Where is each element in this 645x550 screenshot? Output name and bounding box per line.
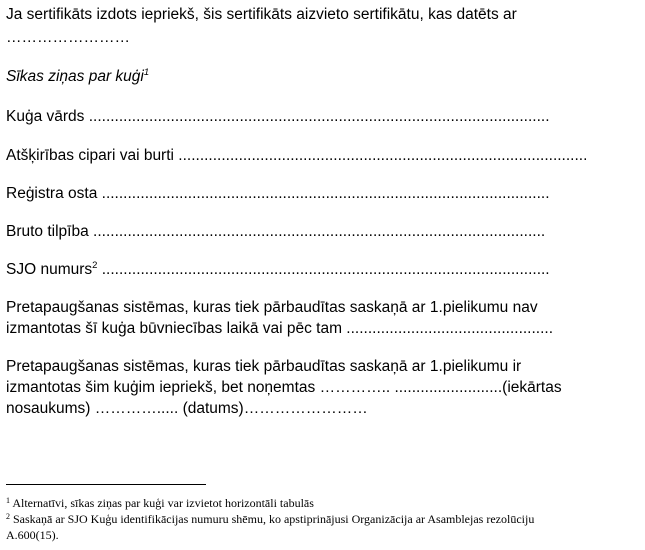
footnote-text: Alternatīvi, sīkas ziņas par kuģi var izvietot horizontāli tabulās (10, 496, 314, 510)
field-ship-name (6, 106, 634, 127)
footnote-number: 1 (6, 496, 10, 505)
system2-line3: nosaukums) …………..... (datums)…………………… (6, 400, 368, 417)
footnote-text: Saskaņā ar SJO Kuģu identifikācijas numuru shēmu, ko apstiprinājusi Organizācija ar Asamblejas rezolūciju (10, 512, 535, 526)
section-title-text: Sīkas ziņas par kuģi (6, 68, 144, 85)
footnote-2-cont (6, 528, 634, 543)
fill-in-dots: ............................................................................................... (178, 147, 588, 164)
system1-line1: Pretapaugšanas sistēmas, kuras tiek pārbaudītas saskaņā ar 1.pielikumu nav (6, 299, 538, 316)
intro-dots: …………………… (6, 29, 130, 46)
field-port-of-registry (6, 183, 634, 204)
system2-line2: izmantotas šim kuģim iepriekš, bet noņemtas ………….. .........................(iekārtas (6, 379, 562, 396)
field-label: Bruto tilpība (6, 223, 94, 240)
system1-line2: izmantotas šī kuģa būvniecības laikā vai pēc tam ................................................ (6, 320, 554, 337)
section-title (6, 66, 634, 87)
footnote-ref-2: 2 (92, 260, 98, 271)
footnote-2 (6, 512, 634, 527)
intro-text: Ja sertifikāts izdots iepriekš, šis sertifikāts aizvieto sertifikātu, kas datēts ar (6, 6, 517, 23)
field-label: SJO numurs (6, 261, 93, 278)
system2-line1: Pretapaugšanas sistēmas, kuras tiek pārbaudītas saskaņā ar 1.pielikumu ir (6, 358, 522, 375)
footnote-separator (6, 484, 206, 485)
fill-in-dots: ........................................................................................................... (88, 108, 550, 125)
field-label: Kuģa vārds (6, 108, 89, 125)
footnote-1 (6, 496, 634, 511)
footnote-ref-1: 1 (143, 67, 150, 78)
field-gross-tonnage (6, 221, 634, 242)
fill-in-dots: ......................................................................................................... (93, 223, 546, 240)
footnote-number: 2 (6, 512, 10, 521)
intro-line (6, 4, 634, 25)
field-label: Atšķirības cipari vai burti (6, 147, 179, 164)
fill-in-dots: ........................................................................................................ (97, 261, 550, 278)
field-imo-number (6, 259, 634, 280)
fill-in-dots: ........................................................................................................ (101, 185, 550, 202)
field-label: Reģistra osta (6, 185, 102, 202)
field-distinctive-number (6, 145, 634, 166)
footnote-text: A.600(15). (6, 528, 59, 542)
